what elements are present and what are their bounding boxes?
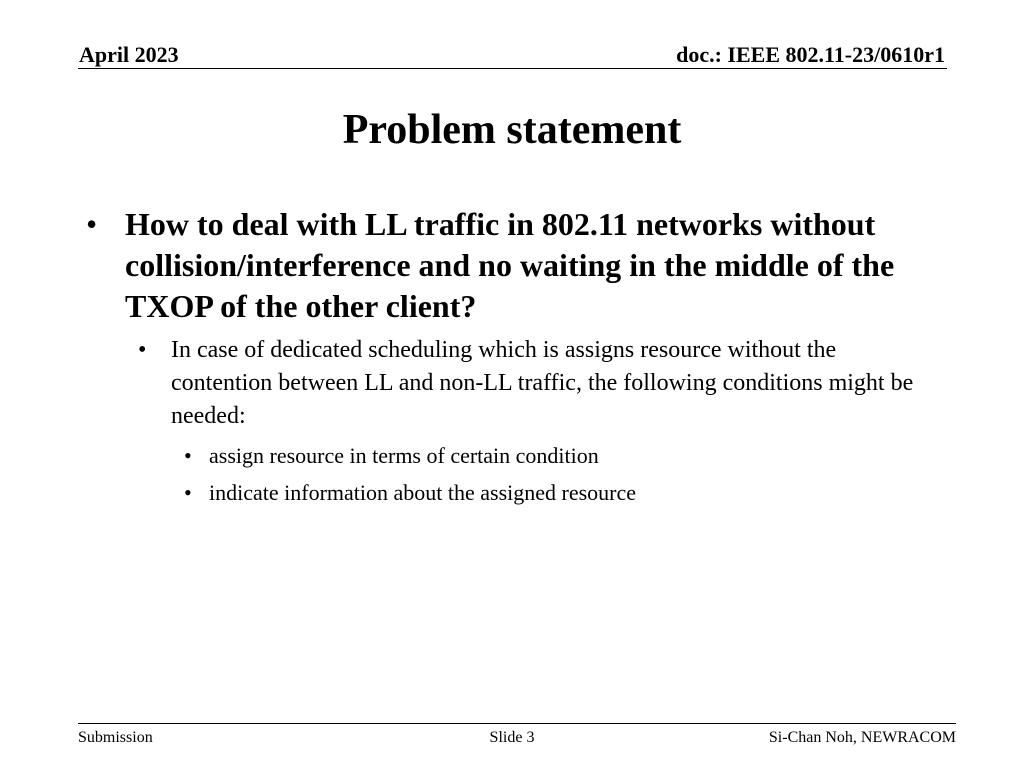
condition-item: assign resource in terms of certain condition (209, 443, 599, 468)
slide-title: Problem statement (342, 107, 682, 153)
footer-slide-number: Slide 3 (489, 729, 535, 746)
bullet-level-1-icon: • (86, 206, 98, 242)
footer-submission: Submission (78, 729, 153, 746)
sub-point-text: In case of dedicated scheduling which is assigns resource without the contention between LL and non-LL traffic, the following conditions might be needed: (171, 337, 914, 429)
header-date: April 2023 (79, 42, 179, 67)
header-divider (78, 68, 947, 69)
bullet-level-2-icon: • (138, 337, 147, 363)
bullet-level-3-icon: • (184, 480, 192, 505)
bullet-level-3-icon: • (184, 443, 192, 468)
main-point-text: How to deal with LL traffic in 802.11 networks without collision/interference and no waiting in the middle of the TXOP of the other client? (125, 206, 895, 324)
condition-item: indicate information about the assigned resource (209, 480, 637, 505)
footer-author: Si-Chan Noh, NEWRACOM (768, 729, 956, 746)
header-doc-number: doc.: IEEE 802.11-23/0610r1 (676, 42, 945, 67)
footer-divider (78, 723, 956, 724)
